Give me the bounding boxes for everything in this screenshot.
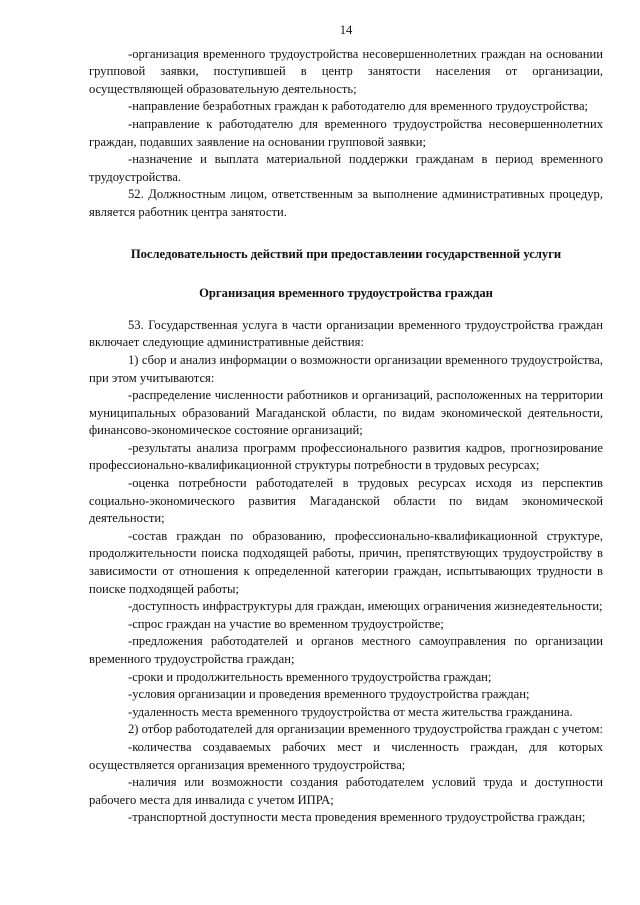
paragraph: 1) сбор и анализ информации о возможности организации временного трудоустройства, при этом учитываются: <box>89 352 603 385</box>
paragraph: 52. Должностным лицом, ответственным за выполнение административных процедур, является работник центра занятости. <box>89 187 603 219</box>
page-number: 14 <box>339 23 353 37</box>
paragraph: -предложения работодателей и органов местного самоуправления по организации временного трудоустройства граждан; <box>89 634 603 666</box>
paragraph: -доступность инфраструктуры для граждан, имеющих ограничения жизнедеятельности; <box>128 599 603 614</box>
paragraph: -организация временного трудоустройства несовершеннолетних граждан на основании групповой заявки, поступившей в центр занятости населения от организации, осуществляющей образовательную деятельность; <box>89 46 603 96</box>
paragraph: -удаленность места временного трудоустройства от места жительства гражданина. <box>128 704 573 719</box>
paragraph: -оценка потребности работодателей в трудовых ресурсах исходя из перспектив социально-экономического развития Магаданской области по видам экономической деятельности; <box>89 476 603 526</box>
paragraph: -наличия или возможности создания работодателем условий труда и доступности рабочего места для инвалида с учетом ИПРА; <box>89 775 603 807</box>
paragraph: -назначение и выплата материальной поддержки гражданам в период временного трудоустройства. <box>89 152 603 184</box>
subsection-heading: Организация временного трудоустройства граждан <box>199 286 493 301</box>
paragraph: -направление к работодателю для временного трудоустройства несовершеннолетних граждан, подавших заявление на основании групповой заявки; <box>89 116 603 149</box>
document-page <box>89 22 603 827</box>
paragraph: -результаты анализа программ профессионального развития кадров, прогнозирование профессионально-квалификационной структуры потребности в трудовых ресурсах; <box>89 440 603 473</box>
paragraph: -распределение численности работников и организаций, расположенных на территории муниципальных образований Магаданской области, по видам экономической деятельности, финансово-экономическое состояние организаций; <box>89 388 603 438</box>
paragraph: 53. Государственная услуга в части организации временного трудоустройства граждан включает следующие административные действия: <box>89 317 603 350</box>
paragraph: -количества создаваемых рабочих мест и численность граждан, для которых осуществляется организация временного трудоустройства; <box>89 739 603 772</box>
paragraph: -транспортной доступности места проведения временного трудоустройства граждан; <box>128 810 586 825</box>
paragraph: -спрос граждан на участие во временном трудоустройстве; <box>128 616 444 631</box>
paragraph: -состав граждан по образованию, профессионально-квалификационной структуре, продолжительности поиска подходящей работы, причин, препятствующих трудоустройству в зависимости от отношения к определенной категории граждан, испытывающих трудности в поиске подходящей работы; <box>89 528 603 596</box>
section-heading: Последовательность действий при предоставлении государственной услуги <box>130 246 562 261</box>
paragraph: 2) отбор работодателей для организации временного трудоустройства граждан с учетом: <box>128 722 603 737</box>
paragraph: -направление безработных граждан к работодателю для временного трудоустройства; <box>128 99 589 114</box>
paragraph: -условия организации и проведения временного трудоустройства граждан; <box>128 687 530 702</box>
paragraph: -сроки и продолжительность временного трудоустройства граждан; <box>128 669 492 684</box>
